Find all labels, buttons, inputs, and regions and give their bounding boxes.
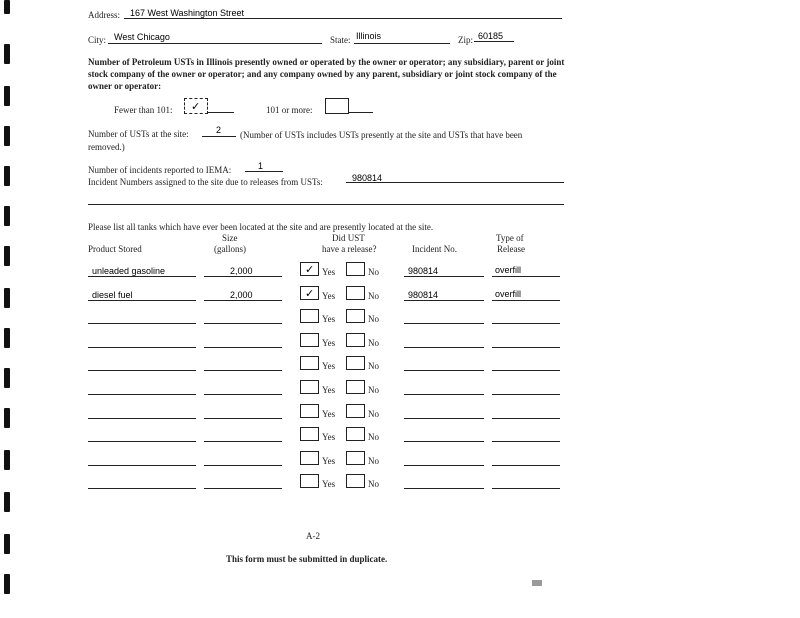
release-yes-checkbox[interactable] [300, 404, 319, 418]
product-underline [88, 488, 196, 489]
release-type-cell[interactable]: overfill [495, 265, 522, 275]
size-header-top: Size [222, 233, 238, 243]
check-icon: ✓ [305, 263, 315, 276]
release-no-checkbox[interactable] [346, 262, 365, 276]
yes-label: Yes [322, 455, 336, 466]
product-underline [88, 323, 196, 324]
page-number: A-2 [306, 531, 320, 541]
type-underline [492, 300, 560, 301]
product-underline [88, 465, 196, 466]
zip-label: Zip: [458, 35, 473, 45]
city-underline [108, 43, 322, 44]
release-no-checkbox[interactable] [346, 286, 365, 300]
table-row [0, 476, 600, 498]
size-underline [204, 441, 282, 442]
incident-header: Incident No. [412, 244, 457, 254]
check-icon: ✓ [305, 286, 315, 300]
type-underline [492, 347, 560, 348]
size-underline [204, 276, 282, 277]
incidents-value[interactable]: 1 [258, 161, 264, 171]
more-underline [349, 112, 373, 113]
incident-underline [404, 441, 484, 442]
no-label: No [368, 479, 379, 490]
size-underline [204, 347, 282, 348]
product-header: Product Stored [88, 244, 142, 254]
fewer-than-101-checkbox[interactable] [184, 98, 208, 114]
address-underline [124, 18, 562, 19]
incident-number-cell[interactable]: 980814 [408, 289, 439, 300]
yes-label: Yes [322, 479, 336, 490]
yes-label: Yes [322, 337, 336, 348]
usts-at-site-label: Number of USTs at the site: [88, 129, 189, 139]
check-icon: ✓ [191, 100, 201, 113]
size-underline [204, 465, 282, 466]
usts-at-site-value[interactable]: 2 [216, 125, 222, 135]
release-yes-checkbox[interactable] [300, 380, 319, 394]
release-no-checkbox[interactable] [346, 380, 365, 394]
incident-underline [404, 347, 484, 348]
city-label: City: [88, 35, 107, 45]
table-row [0, 288, 600, 310]
product-underline [88, 394, 196, 395]
release-no-checkbox[interactable] [346, 309, 365, 323]
release-no-checkbox[interactable] [346, 333, 365, 347]
size-underline [204, 300, 282, 301]
state-value[interactable]: Illinois [356, 31, 382, 41]
release-header-top: Did UST [332, 233, 365, 243]
product-stored-cell[interactable]: diesel fuel [92, 289, 133, 300]
product-underline [88, 370, 196, 371]
fewer-underline [208, 112, 234, 113]
release-yes-checkbox[interactable] [300, 333, 319, 347]
type-underline [492, 394, 560, 395]
product-stored-cell[interactable]: unleaded gasoline [92, 266, 166, 276]
release-yes-checkbox[interactable] [300, 309, 319, 323]
incident-underline [404, 323, 484, 324]
release-no-checkbox[interactable] [346, 356, 365, 370]
release-no-checkbox[interactable] [346, 451, 365, 465]
incidents-underline [245, 171, 283, 172]
release-yes-checkbox[interactable] [300, 451, 319, 465]
type-header-bottom: Release [497, 244, 525, 254]
release-yes-checkbox[interactable] [300, 286, 319, 300]
101-or-more-checkbox[interactable] [325, 98, 349, 114]
zip-underline [474, 41, 514, 42]
size-underline [204, 323, 282, 324]
type-underline [492, 465, 560, 466]
no-label: No [368, 290, 379, 301]
incident-numbers-label: Incident Numbers assigned to the site due to releases from USTs: [88, 177, 323, 187]
yes-label: Yes [322, 408, 336, 419]
size-header-bottom: (gallons) [214, 244, 246, 254]
incident-underline [404, 418, 484, 419]
size-underline [204, 488, 282, 489]
type-underline [492, 488, 560, 489]
type-underline [492, 370, 560, 371]
incident-numbers-value[interactable]: 980814 [352, 173, 383, 183]
zip-value[interactable]: 60185 [478, 31, 504, 41]
incident-underline [404, 488, 484, 489]
city-value[interactable]: West Chicago [114, 32, 170, 42]
incident-number-cell[interactable]: 980814 [408, 266, 439, 276]
release-yes-checkbox[interactable] [300, 474, 319, 488]
incident-numbers-underline-2 [88, 204, 564, 205]
address-value[interactable]: 167 West Washington Street [130, 8, 245, 18]
type-header-top: Type of [496, 233, 524, 243]
table-row [0, 429, 600, 451]
type-underline [492, 418, 560, 419]
size-underline [204, 418, 282, 419]
table-row [0, 382, 600, 404]
incident-underline [404, 465, 484, 466]
release-type-cell[interactable]: overfill [495, 288, 522, 299]
duplicate-note: This form must be submitted in duplicate. [226, 554, 388, 564]
size-underline [204, 370, 282, 371]
product-underline [88, 276, 196, 277]
table-row [0, 358, 600, 380]
usts-note: (Number of USTs includes USTs presently at the site and USTs that have been removed.) [88, 130, 523, 152]
petroleum-question: Number of Petroleum USTs in Illinois presently owned or operated by the owner or operator; any subsidiary, parent or joint stock company of the owner or operator; and any company owned by any parent, subsidiary or joint stock company of the owner or operator: [88, 57, 565, 91]
tanks-instruction: Please list all tanks which have ever been located at the site and are presently located at the site. [88, 222, 434, 232]
no-label: No [368, 385, 379, 395]
size-cell[interactable]: 2,000 [230, 289, 253, 300]
no-label: No [368, 432, 379, 443]
type-underline [492, 323, 560, 324]
product-underline [88, 347, 196, 348]
no-label: No [368, 314, 379, 325]
no-label: No [368, 361, 379, 372]
table-row [0, 406, 600, 428]
table-row [0, 264, 600, 286]
release-yes-checkbox[interactable] [300, 262, 319, 276]
address-label: Address: [88, 10, 120, 20]
scan-artifact [532, 580, 542, 586]
incident-underline [404, 394, 484, 395]
release-yes-checkbox[interactable] [300, 356, 319, 370]
product-underline [88, 441, 196, 442]
yes-label: Yes [322, 385, 336, 395]
incident-underline [404, 370, 484, 371]
product-underline [88, 418, 196, 419]
state-underline [354, 43, 450, 44]
release-header-bottom: have a release? [322, 244, 377, 254]
type-underline [492, 441, 560, 442]
no-label: No [368, 408, 379, 419]
state-label: State: [330, 35, 351, 45]
size-cell[interactable]: 2,000 [230, 266, 253, 276]
table-row [0, 453, 600, 475]
101-or-more-label: 101 or more: [266, 105, 313, 115]
yes-label: Yes [322, 314, 336, 325]
size-underline [204, 394, 282, 395]
release-no-checkbox[interactable] [346, 474, 365, 488]
yes-label: Yes [322, 361, 336, 372]
no-label: No [368, 337, 379, 348]
incident-underline [404, 300, 484, 301]
incidents-label: Number of incidents reported to IEMA: [88, 165, 232, 175]
yes-label: Yes [322, 290, 336, 301]
fewer-than-101-label: Fewer than 101: [114, 105, 173, 115]
product-underline [88, 300, 196, 301]
table-row [0, 335, 600, 357]
incident-underline [404, 276, 484, 277]
incident-numbers-underline [346, 182, 564, 183]
table-row [0, 311, 600, 333]
yes-label: Yes [322, 267, 336, 277]
no-label: No [368, 267, 379, 277]
release-no-checkbox[interactable] [346, 427, 365, 441]
type-underline [492, 276, 560, 277]
release-yes-checkbox[interactable] [300, 427, 319, 441]
release-no-checkbox[interactable] [346, 404, 365, 418]
no-label: No [368, 455, 379, 466]
yes-label: Yes [322, 432, 336, 443]
